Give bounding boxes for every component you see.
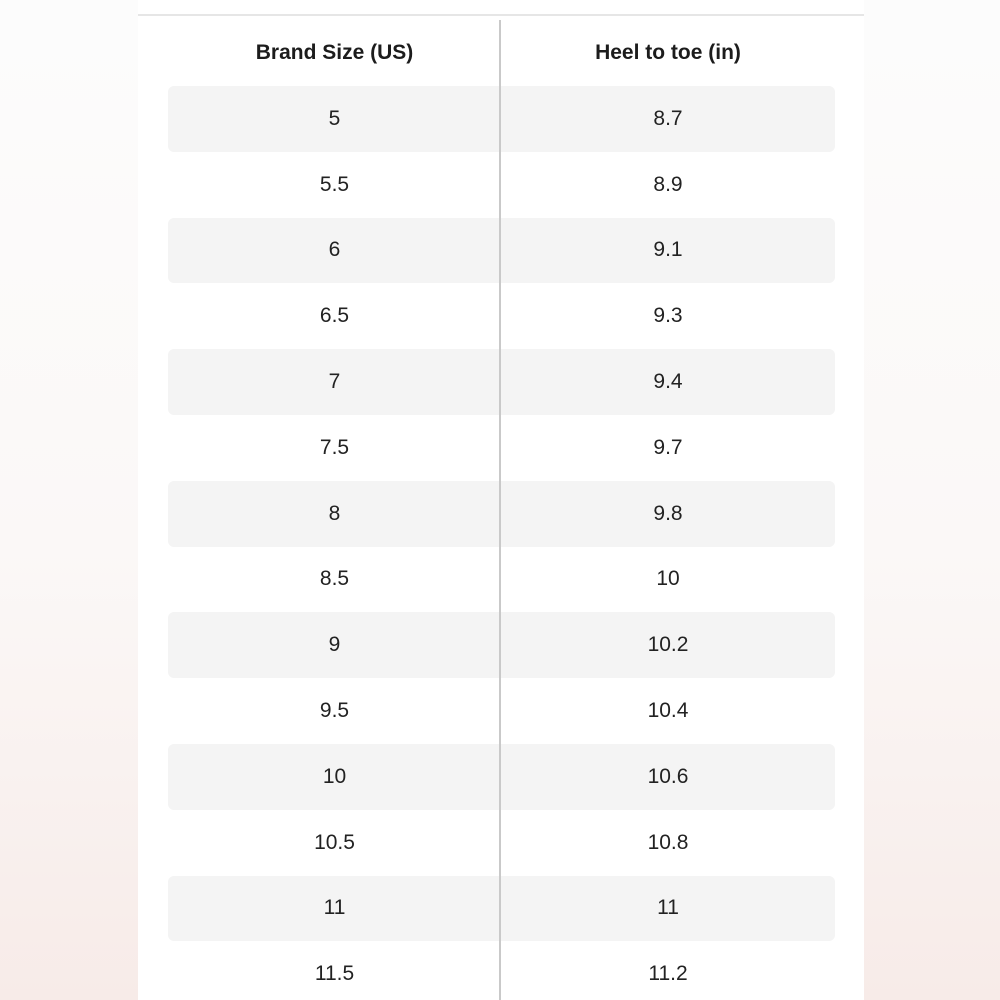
- heel-to-toe-cell: 9.3: [653, 304, 683, 328]
- table-row: [168, 86, 835, 152]
- table-row: [168, 612, 835, 678]
- heel-to-toe-cell: 9.4: [653, 370, 683, 394]
- table-row: [168, 415, 835, 481]
- size-cell: 9: [328, 633, 341, 657]
- heel-to-toe-cell: 9.8: [653, 501, 683, 525]
- size-cell: 7.5: [319, 435, 350, 459]
- table-row: [168, 349, 835, 415]
- size-cell: 9.5: [319, 699, 350, 723]
- table-row: [168, 678, 835, 744]
- table-row: [168, 283, 835, 349]
- table-row: [168, 744, 835, 810]
- table-row: [168, 481, 835, 547]
- heel-to-toe-cell: 8.7: [653, 106, 683, 130]
- column-header-brand-size: Brand Size (US): [255, 41, 414, 64]
- heel-to-toe-cell: 9.1: [653, 238, 683, 262]
- size-cell: 11.5: [314, 962, 355, 986]
- table-body: [168, 86, 835, 1000]
- size-cell: 11: [323, 896, 346, 920]
- heel-to-toe-cell: 11.2: [648, 962, 688, 986]
- heel-to-toe-cell: 9.7: [653, 435, 683, 459]
- size-cell: 6.5: [319, 304, 350, 328]
- table-header: [168, 24, 835, 82]
- column-divider: [499, 20, 501, 1000]
- column-header-heel-to-toe: Heel to toe (in): [595, 41, 741, 64]
- table-row: [168, 810, 835, 876]
- table-row: [168, 876, 835, 942]
- heel-to-toe-cell: 10.8: [647, 830, 689, 854]
- table-row: [168, 941, 835, 1000]
- table-row: [168, 547, 835, 613]
- heel-to-toe-cell: 10: [656, 567, 680, 591]
- heel-to-toe-cell: 11: [657, 896, 679, 920]
- size-chart-card: [138, 0, 864, 1000]
- top-divider: [138, 14, 864, 16]
- size-cell: 5.5: [319, 172, 350, 196]
- size-cell: 8.5: [319, 567, 350, 591]
- size-cell: 5: [328, 106, 341, 130]
- heel-to-toe-cell: 10.6: [647, 764, 689, 788]
- heel-to-toe-cell: 8.9: [653, 172, 683, 196]
- heel-to-toe-cell: 10.2: [647, 633, 689, 657]
- size-cell: 10: [322, 764, 347, 788]
- size-cell: 8: [328, 501, 341, 525]
- size-cell: 10.5: [314, 830, 355, 854]
- size-cell: 7: [328, 370, 341, 394]
- heel-to-toe-cell: 10.4: [647, 699, 689, 723]
- size-cell: 6: [328, 238, 341, 262]
- table-row: [168, 152, 835, 218]
- table-row: [168, 218, 835, 284]
